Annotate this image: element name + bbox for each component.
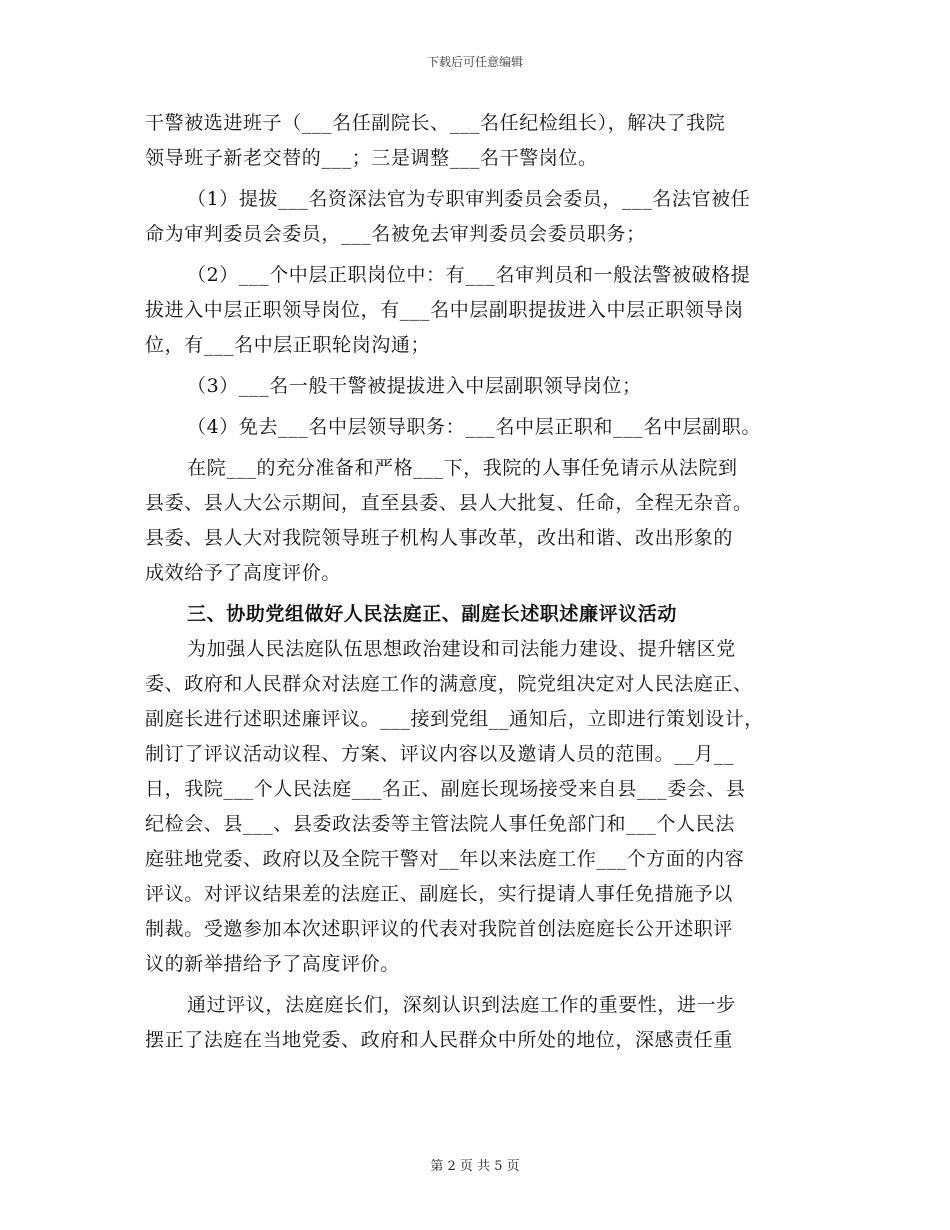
text-line: 副庭长进行述职述廉评议。___接到党组__通知后，立即进行策划设计， [145,708,764,730]
paragraph-start: 通过评议，法庭庭长们，深刻认识到法庭工作的重要性，进一步 [187,994,736,1016]
text-line: 纪检会、县___、县委政法委等主管法院人事任免部门和___个人民法 [145,813,735,835]
list-item-2: （2）___个中层正职岗位中：有___名审判员和一般法警被破格提 [187,264,751,286]
list-item-3: （3）___名一般干警被提拔进入中层副职领导岗位； [187,375,642,397]
text-line: 领导班子新老交替的___；三是调整___名干警岗位。 [145,147,598,169]
section-heading: 三、协助党组做好人民法庭正、副庭长述职述廉评议活动 [187,603,678,625]
text-line: 命为审判委员会委员，___名被免去审判委员会委员职务； [145,223,646,245]
text-line: 成效给予了高度评价。 [145,562,342,584]
text-line: 制裁。受邀参加本次述职评议的代表对我院首创法庭庭长公开述职评 [145,918,734,940]
document-body [145,106,815,1058]
text-line: 县委、县人大公示期间，直至县委、县人大批复、任命，全程无杂音。 [145,492,753,514]
page-number: 第 2 页 共 5 页 [430,1159,520,1174]
text-line: 庭驻地党委、政府以及全院干警对__年以来法庭工作___个方面的内容 [145,848,745,870]
text-line: 摆正了法庭在当地党委、政府和人民群众中所处的地位，深感责任重 [145,1029,734,1051]
text-line: 委、政府和人民群众对法庭工作的满意度，院党组决定对人民法庭正、 [145,673,753,695]
text-line: 制订了评议活动议程、方案、评议内容以及邀请人员的范围。__月__ [145,743,735,765]
text-line: 议的新举措给予了高度评价。 [145,953,400,975]
text-line: 位，有___名中层正职轮岗沟通； [145,334,431,356]
text-line: 日，我院___个人民法庭___名正、副庭长现场接受来自县___委会、县 [145,778,746,800]
list-item-4: （4）免去___名中层领导职务：___名中层正职和___名中层副职。 [187,416,761,438]
list-item-1: （1）提拔___名资深法官为专职审判委员会委员，___名法官被任 [187,188,751,210]
paragraph-start: 为加强人民法庭队伍思想政治建设和司法能力建设、提升辖区党 [187,638,736,660]
header-note: 下载后可任意编辑 [426,55,523,69]
text-line: 拔进入中层正职领导岗位，有___名中层副职提拔进入中层正职领导岗 [145,299,744,321]
paragraph-start: 在院___的充分准备和严格___下，我院的人事任免请示从法院到 [187,457,738,479]
text-line: 评议。对评议结果差的法庭正、副庭长，实行提请人事任免措施予以 [145,883,734,905]
text-line: 干警被选进班子（___名任副院长、___名任纪检组长），解决了我院 [145,112,726,134]
text-line: 县委、县人大对我院领导班子机构人事改革，改出和谐、改出形象的 [145,527,734,549]
